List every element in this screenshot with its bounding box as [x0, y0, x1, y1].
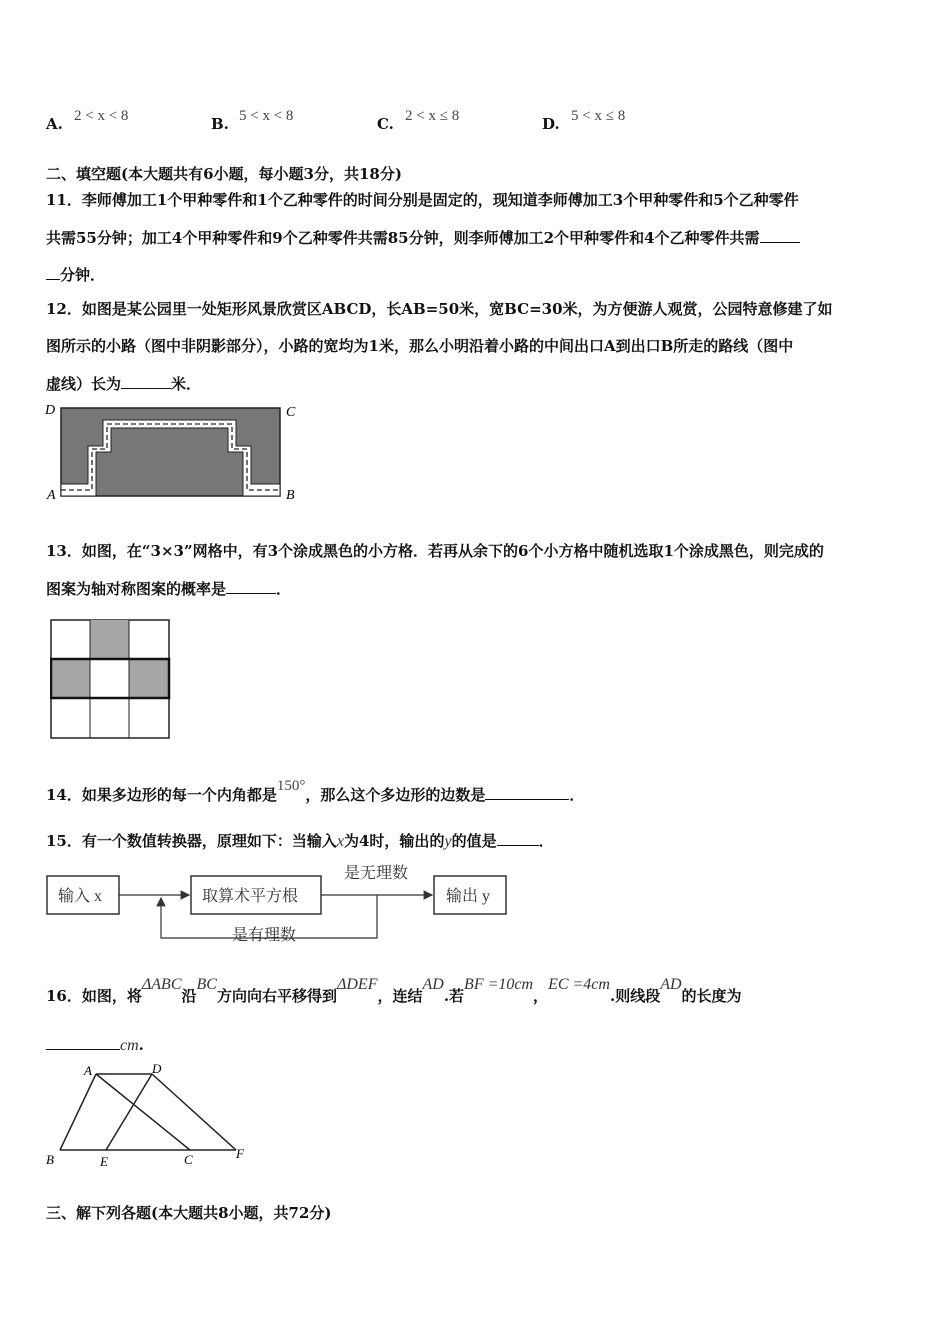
q16-unit: cm [120, 1037, 139, 1054]
label-c: C [184, 1152, 193, 1167]
q16-d: ，连结 [377, 987, 423, 1005]
q16-line2 [46, 1034, 144, 1056]
q16-g: .则线段 [609, 987, 661, 1005]
q16-h: 的长度为 [681, 987, 742, 1005]
q15-y: y [444, 833, 452, 850]
converter-flowchart [44, 858, 514, 946]
input-label: 输入 x [58, 888, 103, 905]
q16-b: 沿 [181, 987, 197, 1005]
section-3-title: 三、解下列各题(本大题共8小题，共72分) [46, 1204, 332, 1222]
q15-c: 的值是 [451, 832, 497, 850]
option-letter: A. [46, 115, 63, 133]
answer-blank [46, 264, 60, 280]
q15-a: 15．有一个数值转换器，原理如下：当输入 [46, 832, 337, 850]
option-b-expr: 5 < x < 8 [239, 108, 294, 124]
label-f: F [236, 1146, 244, 1161]
option-letter: C. [377, 115, 394, 133]
q16-c: 方向向右平移得到 [216, 987, 337, 1005]
rational-label: 是有理数 [232, 927, 297, 944]
section-2-title: 二、填空题(本大题共有6小题，每小题3分，共18分) [46, 165, 402, 183]
q16-f: ， [533, 987, 549, 1005]
q15-d: ． [538, 832, 554, 850]
q12-line2: 图所示的小路（图中非阴影部分），小路的宽均为1米，那么小明沿着小路的中间出口A到出口B所走的路线（图中 [46, 337, 794, 355]
q15-x: x [336, 833, 344, 850]
park-path-figure [40, 400, 310, 505]
q11-line2-text: 共需55分钟；加工4个甲种零件和9个乙种零件共需85分钟，则李师傅加工2个甲种零件和4个乙种零件共需 [46, 229, 760, 247]
q16-ad2: AD [660, 976, 682, 993]
answer-blank [760, 227, 800, 243]
shaded-cell [129, 659, 169, 698]
answer-blank [485, 784, 569, 800]
q12-line1: 12．如图是某公园里一处矩形风景欣赏区ABCD，长AB=50米，宽BC=30米，为方便游人观赏，公园特意修建了如 [46, 300, 833, 318]
option-a-expr: 2 < x < 8 [74, 108, 129, 124]
option-d-expr: 5 < x ≤ 8 [571, 108, 626, 124]
option-d [542, 115, 560, 133]
translation-figure [40, 1062, 260, 1177]
q11-line3-text: 分钟． [60, 266, 106, 284]
q14-a: 14．如果多边形的每一个内角都是 [46, 786, 277, 804]
q16-bc: BC [196, 976, 217, 993]
option-c [377, 115, 394, 133]
q16-ec: EC =4cm [548, 976, 610, 993]
grid-3x3 [50, 619, 172, 741]
q16-bf: BF =10cm [464, 976, 534, 993]
process-label: 取算术平方根 [202, 888, 299, 905]
label-a: A [47, 488, 56, 503]
option-c-expr: 2 < x ≤ 8 [405, 108, 460, 124]
answer-blank [46, 1034, 120, 1050]
q14 [46, 778, 585, 806]
option-letter: D. [542, 115, 560, 133]
q16-ad1: AD [422, 976, 444, 993]
q16-end: . [138, 1036, 144, 1054]
q13-line2 [46, 578, 291, 599]
q12-line3 [46, 373, 201, 394]
shaded-cell [51, 659, 90, 698]
label-a: A [84, 1063, 92, 1078]
q12-line3a: 虚线）长为 [46, 375, 122, 393]
option-a [46, 115, 63, 133]
q15 [46, 830, 554, 852]
q14-c: ． [569, 786, 585, 804]
label-b: B [46, 1152, 54, 1167]
label-d: D [152, 1062, 162, 1076]
q13-line2b: ． [276, 580, 292, 598]
answer-blank [121, 373, 171, 389]
q11-line3 [46, 264, 105, 285]
label-e: E [100, 1154, 108, 1169]
q11-line1: 11．李师傅加工1个甲种零件和1个乙种零件的时间分别是固定的，现知道李师傅加工3个甲种零件和5个乙种零件 [46, 191, 799, 209]
q16-def: ΔDEF [336, 976, 378, 993]
q16-e: .若 [443, 987, 465, 1005]
answer-blank [497, 830, 539, 846]
answer-blank [226, 578, 276, 594]
option-letter: B. [211, 115, 229, 133]
option-b [211, 115, 229, 133]
label-d: D [45, 403, 56, 418]
output-label: 输出 y [446, 888, 491, 905]
q16-line1 [46, 976, 742, 1007]
q16-a: 16．如图，将 [46, 987, 142, 1005]
q12-line3b: 米． [171, 375, 202, 393]
q13-line2a: 图案为轴对称图案的概率是 [46, 580, 227, 598]
q16-abc: ΔABC [141, 976, 182, 993]
q14-b: ，那么这个多边形的边数是 [305, 786, 486, 804]
shaded-cell [90, 620, 129, 659]
q14-angle: 150° [276, 778, 306, 794]
q15-b: 为4时，输出的 [344, 832, 445, 850]
label-c: C [286, 405, 296, 420]
irrational-label: 是无理数 [344, 865, 409, 882]
q11-line2 [46, 227, 800, 248]
q13-line1: 13．如图，在“3×3”网格中，有3个涂成黑色的小方格．若再从余下的6个小方格中随机选取1个涂成黑色，则完成的 [46, 542, 824, 560]
label-b: B [286, 488, 295, 503]
